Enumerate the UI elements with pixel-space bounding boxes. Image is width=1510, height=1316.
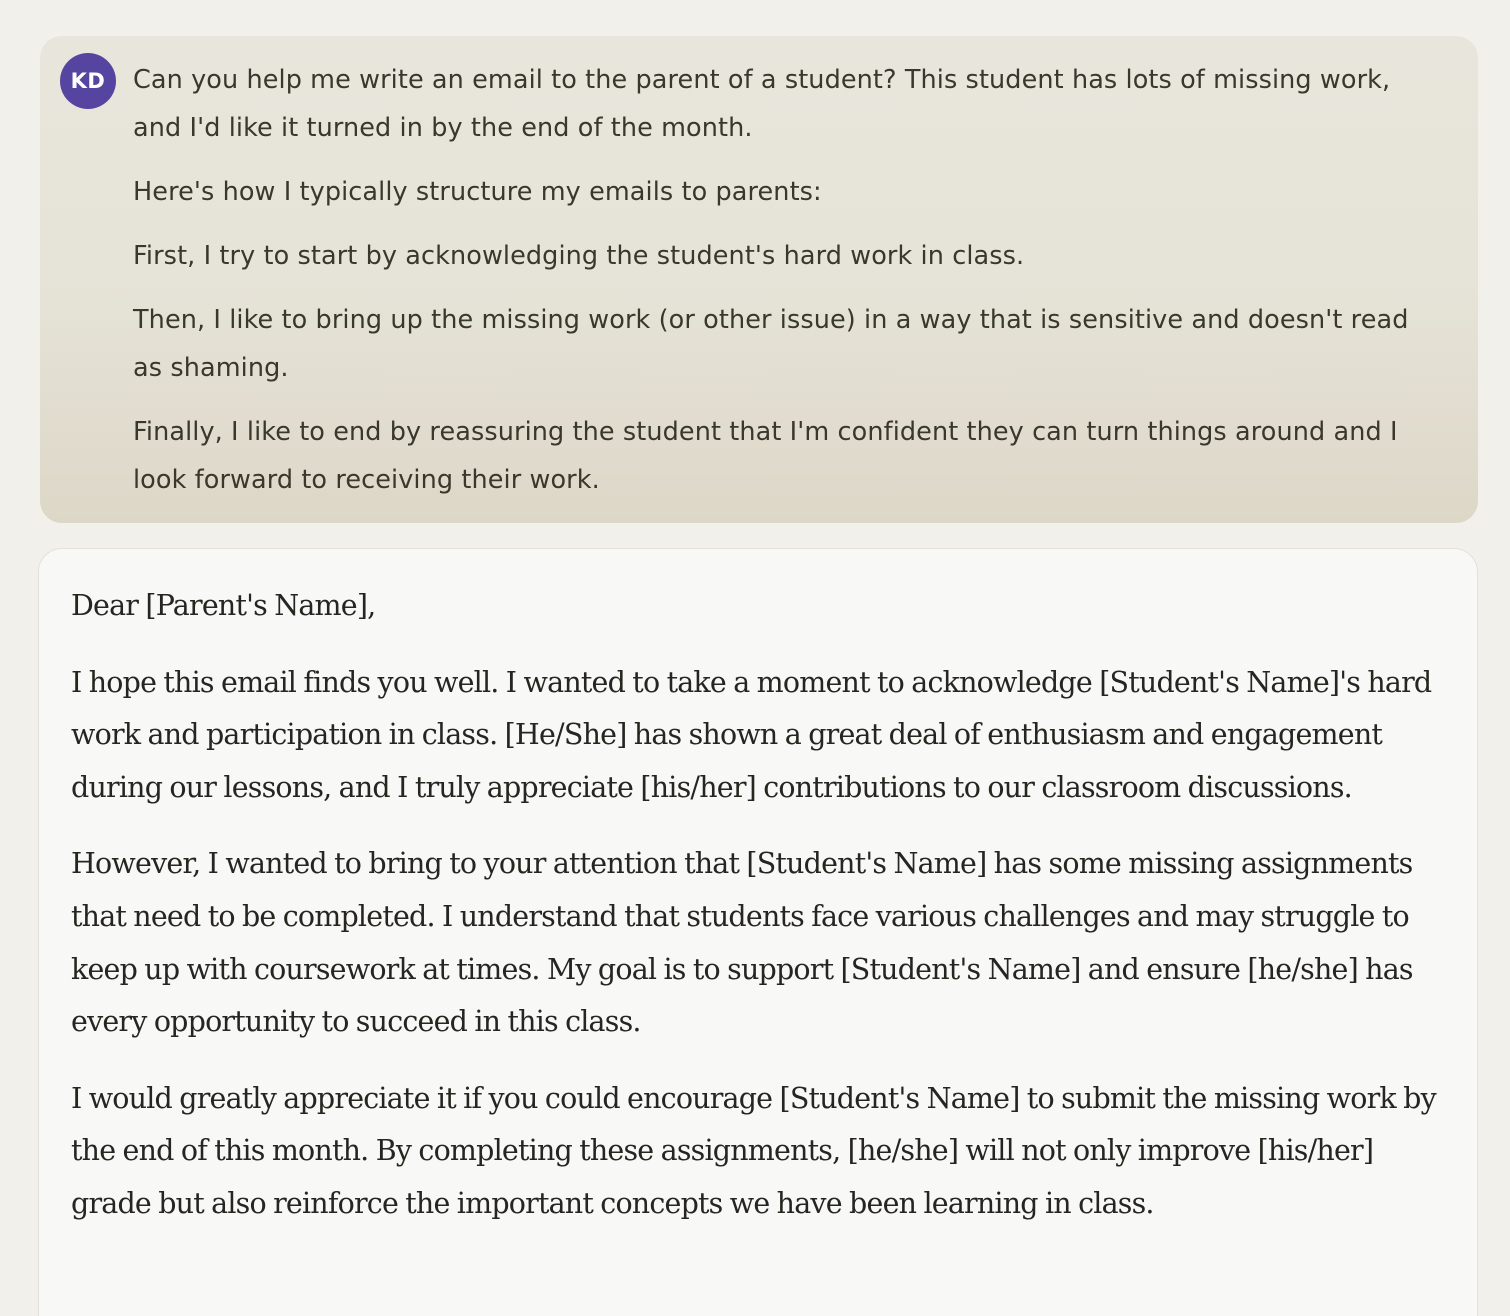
email-greeting: Dear [Parent's Name], xyxy=(71,589,376,622)
email-paragraph: I hope this email finds you well. I wanted to take a moment to acknowledge [Student's Name]'s hard work and participation in class. [He/She] has shown a great deal of enthusiasm and engagement during our lessons, and I truly appreciate [his/her] contributions to our classroom discussions. xyxy=(71,665,1432,804)
user-message-paragraph: Finally, I like to end by reassuring the student that I'm confident they can turn things around and I look forward to receiving their work. xyxy=(133,417,1398,495)
user-message xyxy=(40,36,1478,523)
user-message-paragraph: Then, I like to bring up the missing work (or other issue) in a way that is sensitive and doesn't read as shaming. xyxy=(133,305,1409,383)
email-paragraph: I would greatly appreciate it if you could encourage [Student's Name] to submit the missing work by the end of this month. By completing these assignments, [he/she] will not only improve [his/her] grade but also reinforce the important concepts we have been learning in class. xyxy=(71,1081,1436,1220)
user-message-paragraph: First, I try to start by acknowledging the student's hard work in class. xyxy=(133,241,1025,271)
user-message-paragraph: Here's how I typically structure my emails to parents: xyxy=(133,177,822,207)
user-avatar: KD xyxy=(60,53,116,109)
user-message-paragraph: Can you help me write an email to the parent of a student? This student has lots of missing work, and I'd like it turned in by the end of the month. xyxy=(133,65,1391,143)
assistant-message xyxy=(38,548,1478,1316)
email-paragraph: However, I wanted to bring to your attention that [Student's Name] has some missing assignments that need to be completed. I understand that students face various challenges and may struggle to keep up with coursework at times. My goal is to support [Student's Name] and ensure [he/she] has every opportunity to succeed in this class. xyxy=(71,847,1413,1039)
